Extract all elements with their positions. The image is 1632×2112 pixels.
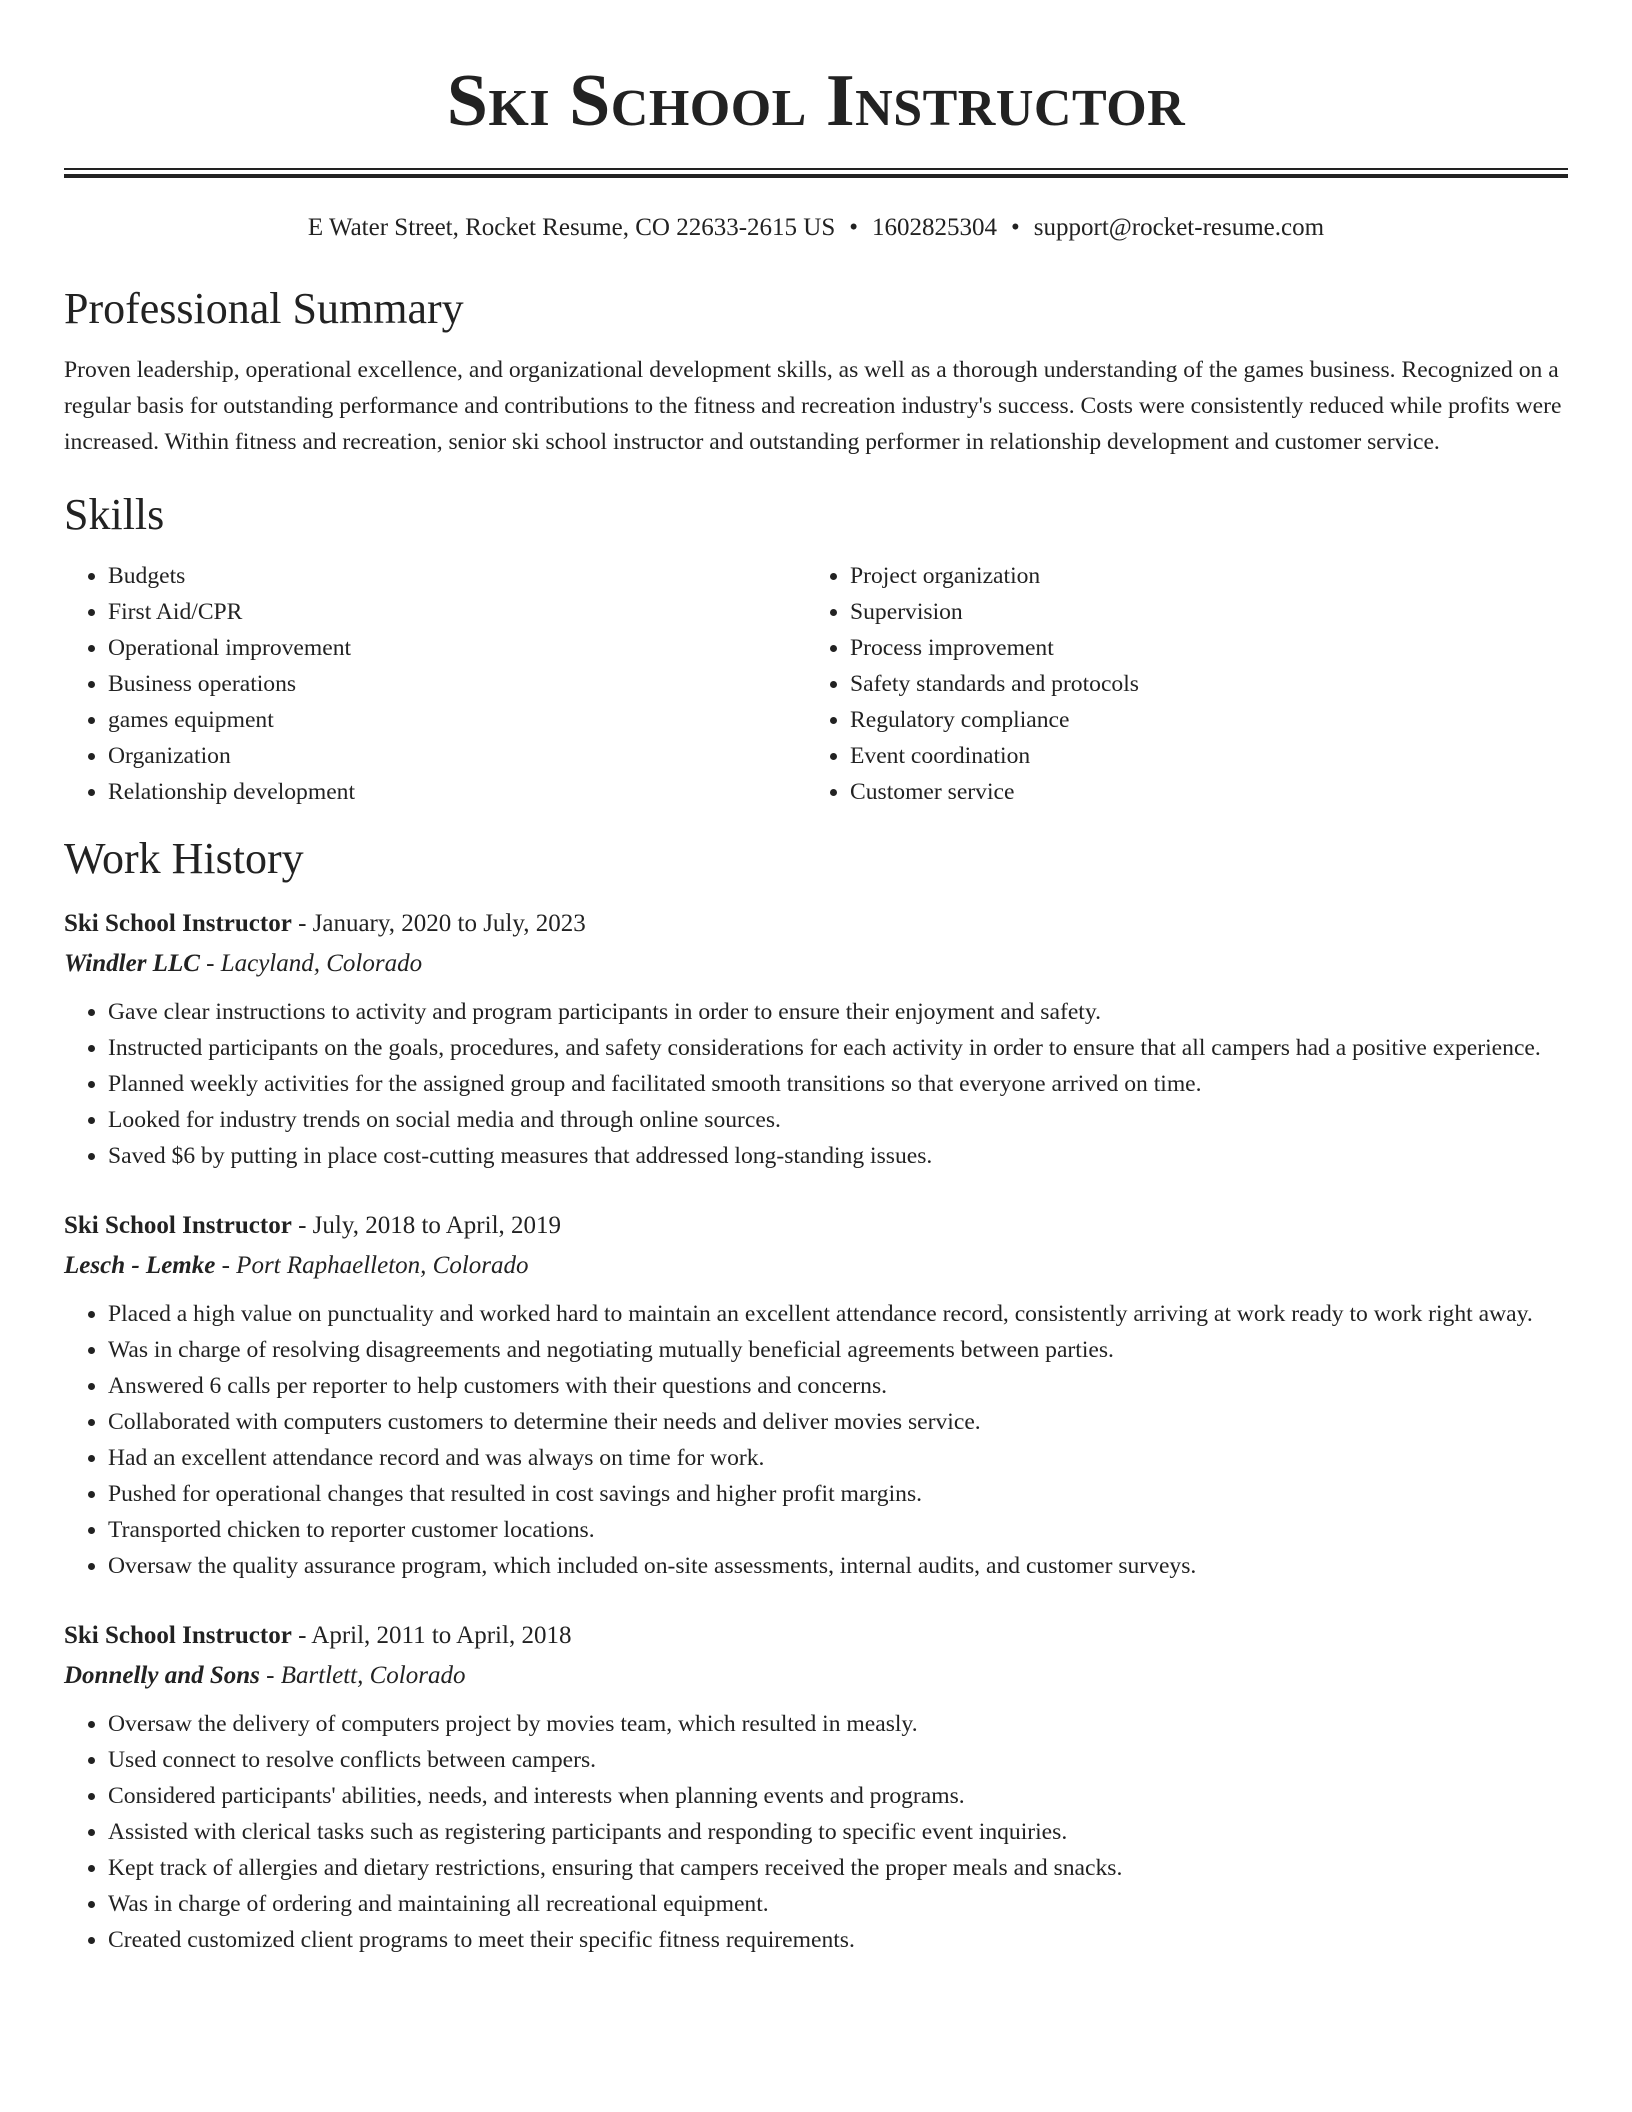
skill-item: • Customer service bbox=[850, 774, 1548, 810]
job-employer bbox=[64, 1248, 1568, 1284]
skill-item: • Budgets bbox=[108, 558, 806, 594]
company-location: - Bartlett, Colorado bbox=[259, 1662, 466, 1689]
skill-item: • Regulatory compliance bbox=[850, 702, 1548, 738]
job-dates: - April, 2011 to April, 2018 bbox=[291, 1622, 572, 1649]
skill-item: • games equipment bbox=[108, 702, 806, 738]
skill-item: • Project organization bbox=[850, 558, 1548, 594]
skills-heading: Skills bbox=[64, 490, 165, 539]
work-history-heading: Work History bbox=[64, 834, 304, 883]
job-bullet: • Assisted with clerical tasks such as registering participants and responding to specific event inquiries. bbox=[108, 1814, 1568, 1850]
job-dates: - January, 2020 to July, 2023 bbox=[291, 910, 586, 937]
company-name: Donnelly and Sons bbox=[64, 1662, 260, 1689]
contact-email: support@rocket-resume.com bbox=[1033, 214, 1325, 241]
company-location: - Lacyland, Colorado bbox=[199, 950, 423, 977]
contact-line bbox=[64, 212, 1568, 244]
contact-separator: • bbox=[1011, 214, 1020, 241]
job-bullet: • Oversaw the delivery of computers project by movies team, which resulted in measly. bbox=[108, 1706, 1568, 1742]
summary-text: Proven leadership, operational excellence, and organizational development skills, as well as a thorough understanding of the games business. Recognized on a regular basis for outstanding performance and contributions to the fitness and recreation industry's success. Costs were consistently reduced while profits were increased. Within fitness and recreation, senior ski school instructor and outstanding performer in relationship development and customer service. bbox=[64, 357, 1562, 455]
job-bullet: • Placed a high value on punctuality and worked hard to maintain an excellent attendance record, consistently arriving at work ready to work right away. bbox=[108, 1296, 1568, 1332]
job-bullet: • Gave clear instructions to activity and program participants in order to ensure their enjoyment and safety. bbox=[108, 994, 1568, 1030]
skill-item: • Supervision bbox=[850, 594, 1548, 630]
skill-item: • Safety standards and protocols bbox=[850, 666, 1548, 702]
job-title: Ski School Instructor bbox=[64, 1212, 292, 1239]
job-bullet: • Collaborated with computers customers to determine their needs and deliver movies service. bbox=[108, 1404, 1568, 1440]
summary-heading: Professional Summary bbox=[64, 284, 464, 333]
job-bullet: • Answered 6 calls per reporter to help customers with their questions and concerns. bbox=[108, 1368, 1568, 1404]
job-bullet: • Transported chicken to reporter customer locations. bbox=[108, 1512, 1568, 1548]
job-bullet: • Had an excellent attendance record and was always on time for work. bbox=[108, 1440, 1568, 1476]
skill-item: • Relationship development bbox=[108, 774, 806, 810]
skill-item: • Event coordination bbox=[850, 738, 1548, 774]
job-heading bbox=[64, 1208, 1568, 1244]
job-bullets bbox=[64, 1706, 1568, 1958]
job-bullet: • Was in charge of ordering and maintaining all recreational equipment. bbox=[108, 1886, 1568, 1922]
skill-item: • Business operations bbox=[108, 666, 806, 702]
job-bullet: • Was in charge of resolving disagreements and negotiating mutually beneficial agreements between parties. bbox=[108, 1332, 1568, 1368]
job-bullet: • Considered participants' abilities, needs, and interests when planning events and programs. bbox=[108, 1778, 1568, 1814]
job-entry bbox=[64, 906, 1568, 1174]
job-employer bbox=[64, 1658, 1568, 1694]
job-entry bbox=[64, 1208, 1568, 1584]
skill-item: • Operational improvement bbox=[108, 630, 806, 666]
job-bullets bbox=[64, 1296, 1568, 1584]
job-bullet: • Looked for industry trends on social media and through online sources. bbox=[108, 1102, 1568, 1138]
job-title: Ski School Instructor bbox=[64, 910, 292, 937]
job-dates: - July, 2018 to April, 2019 bbox=[291, 1212, 562, 1239]
company-name: Lesch - Lemke bbox=[64, 1252, 216, 1279]
job-bullet: • Kept track of allergies and dietary restrictions, ensuring that campers received the proper meals and snacks. bbox=[108, 1850, 1568, 1886]
job-bullets bbox=[64, 994, 1568, 1174]
skill-item: • Process improvement bbox=[850, 630, 1548, 666]
job-bullet: • Saved $6 by putting in place cost-cutting measures that addressed long-standing issues. bbox=[108, 1138, 1568, 1174]
skills-list bbox=[64, 558, 1568, 810]
resume-page bbox=[64, 0, 1568, 1958]
job-employer bbox=[64, 946, 1568, 982]
job-bullet: • Instructed participants on the goals, procedures, and safety considerations for each activity in order to ensure that all campers had a positive experience. bbox=[108, 1030, 1568, 1066]
job-bullet: • Created customized client programs to meet their specific fitness requirements. bbox=[108, 1922, 1568, 1958]
contact-phone: 1602825304 bbox=[872, 214, 997, 241]
job-heading bbox=[64, 1618, 1568, 1654]
job-entry bbox=[64, 1618, 1568, 1958]
divider-thick-line bbox=[64, 174, 1568, 178]
skills-column-left bbox=[64, 558, 806, 810]
header-divider bbox=[64, 168, 1568, 178]
job-heading bbox=[64, 906, 1568, 942]
company-name: Windler LLC bbox=[64, 950, 200, 977]
contact-separator: • bbox=[849, 214, 858, 241]
candidate-name: Ski School Instructor bbox=[446, 60, 1186, 142]
job-bullet: • Pushed for operational changes that resulted in cost savings and higher profit margins. bbox=[108, 1476, 1568, 1512]
divider-thin-line bbox=[64, 168, 1568, 170]
skill-item: • First Aid/CPR bbox=[108, 594, 806, 630]
job-title: Ski School Instructor bbox=[64, 1622, 292, 1649]
contact-address: E Water Street, Rocket Resume, CO 22633-2615 US bbox=[307, 214, 836, 241]
job-bullet: • Oversaw the quality assurance program, which included on-site assessments, internal audits, and customer surveys. bbox=[108, 1548, 1568, 1584]
skills-column-right bbox=[806, 558, 1548, 810]
company-location: - Port Raphaelleton, Colorado bbox=[215, 1252, 529, 1279]
job-bullet: • Planned weekly activities for the assigned group and facilitated smooth transitions so that everyone arrived on time. bbox=[108, 1066, 1568, 1102]
job-bullet: • Used connect to resolve conflicts between campers. bbox=[108, 1742, 1568, 1778]
skill-item: • Organization bbox=[108, 738, 806, 774]
